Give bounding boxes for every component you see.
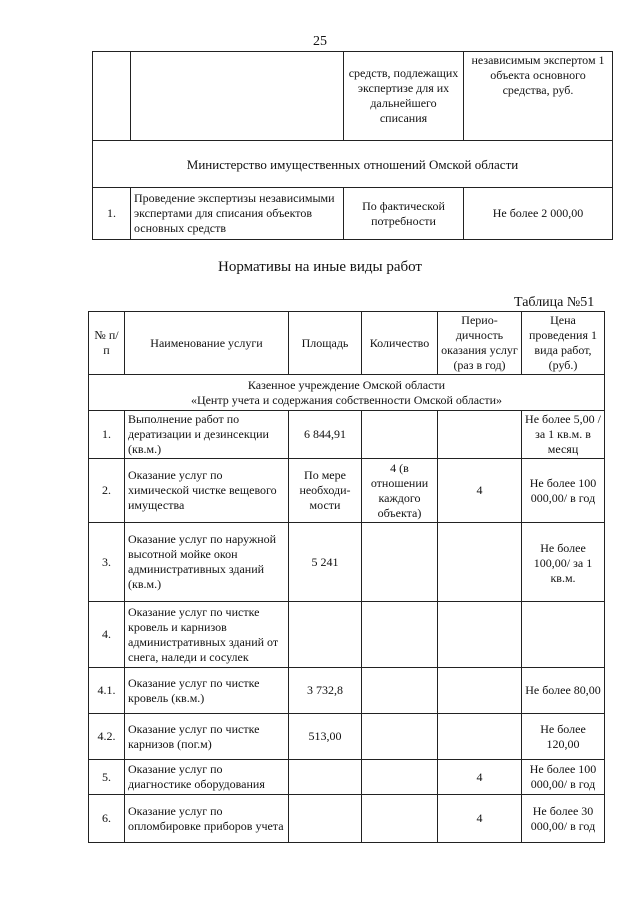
table-cell <box>93 52 131 141</box>
area-value: 6 844,91 <box>289 411 362 459</box>
area-value <box>289 602 362 668</box>
row-number: 4.2. <box>89 714 125 760</box>
header-area: Площадь <box>289 312 362 375</box>
area-value: 513,00 <box>289 714 362 760</box>
header-row <box>89 312 605 375</box>
qty-value <box>362 795 438 843</box>
row-number: 3. <box>89 523 125 602</box>
service-name: Выполнение работ по дератизации и дезинсекции (кв.м.) <box>125 411 289 459</box>
table-row <box>93 188 613 240</box>
service-name: Оказание услуг по наружной высотной мойке окон административных зданий (кв.м.) <box>125 523 289 602</box>
service-name: Оказание услуг по чистке кровель и карнизов административных зданий от снега, наледи и сосулек <box>125 602 289 668</box>
header-name: Наименование услуги <box>125 312 289 375</box>
price-value: Не более 30 000,00/ в год <box>522 795 605 843</box>
header-qty: Количество <box>362 312 438 375</box>
price-value: Не более 100,00/ за 1 кв.м. <box>522 523 605 602</box>
qty-value <box>362 668 438 714</box>
service-name: Оказание услуг по химической чистке вещевого имущества <box>125 459 289 523</box>
service-name: Оказание услуг по чистке кровель (кв.м.) <box>125 668 289 714</box>
price-value: Не более 100 000,00/ в год <box>522 760 605 795</box>
table-row <box>89 668 605 714</box>
service-name: Оказание услуг по опломбировке приборов учета <box>125 795 289 843</box>
period-value <box>438 714 522 760</box>
amount: По фактической потребности <box>344 188 464 240</box>
table-caption: Таблица №51 <box>514 295 595 310</box>
table-cell: средств, подлежащих экспертизе для их дальнейшего списания <box>344 52 464 141</box>
area-value: 5 241 <box>289 523 362 602</box>
price-value <box>522 602 605 668</box>
period-value <box>438 668 522 714</box>
area-value: 3 732,8 <box>289 668 362 714</box>
qty-value <box>362 760 438 795</box>
period-value <box>438 523 522 602</box>
table-cell <box>131 52 344 141</box>
price-value: Не более 5,00 / за 1 кв.м. в месяц <box>522 411 605 459</box>
table-row <box>89 714 605 760</box>
service-name: Оказание услуг по чистке карнизов (пог.м) <box>125 714 289 760</box>
org-cell <box>89 375 605 411</box>
main-table <box>88 311 605 843</box>
qty-value: 4 (в отношении каждого объекта) <box>362 459 438 523</box>
table-row <box>89 523 605 602</box>
qty-value <box>362 602 438 668</box>
section-row-title: Министерство имущественных отношений Омской области <box>93 141 613 188</box>
qty-value <box>362 523 438 602</box>
price-value: Не более 120,00 <box>522 714 605 760</box>
area-value: По мере необходи-мости <box>289 459 362 523</box>
period-value: 4 <box>438 459 522 523</box>
qty-value <box>362 714 438 760</box>
table-row <box>89 760 605 795</box>
service-name: Оказание услуг по диагностике оборудования <box>125 760 289 795</box>
price: Не более 2 000,00 <box>464 188 613 240</box>
price-value: Не более 100 000,00/ в год <box>522 459 605 523</box>
section-row <box>93 141 613 188</box>
service-name: Проведение экспертизы независимыми экспертами для списания объектов основных средств <box>131 188 344 240</box>
org-row <box>89 375 605 411</box>
price-value: Не более 80,00 <box>522 668 605 714</box>
table-row <box>89 459 605 523</box>
table-row <box>89 411 605 459</box>
period-value <box>438 602 522 668</box>
period-value: 4 <box>438 760 522 795</box>
row-number: 6. <box>89 795 125 843</box>
section-title: Нормативы на иные виды работ <box>218 259 422 275</box>
row-number: 2. <box>89 459 125 523</box>
header-period: Перио-дичность оказания услуг (раз в год) <box>438 312 522 375</box>
row-number: 4.1. <box>89 668 125 714</box>
period-value <box>438 411 522 459</box>
header-num: № п/п <box>89 312 125 375</box>
header-price: Цена проведения 1 вида работ, (руб.) <box>522 312 605 375</box>
row-number: 1. <box>89 411 125 459</box>
row-number: 4. <box>89 602 125 668</box>
page-number: 25 <box>313 34 327 49</box>
table-cell: независимым экспертом 1 объекта основного средства, руб. <box>464 52 613 141</box>
row-number: 1. <box>93 188 131 240</box>
area-value <box>289 760 362 795</box>
org-line-2: «Центр учета и содержания собственности Омской области» <box>190 392 503 407</box>
area-value <box>289 795 362 843</box>
table-row <box>89 602 605 668</box>
qty-value <box>362 411 438 459</box>
period-value: 4 <box>438 795 522 843</box>
org-line-1: Казенное учреждение Омской области <box>247 377 446 392</box>
table-row <box>93 52 613 141</box>
table-row <box>89 795 605 843</box>
top-table <box>92 51 613 240</box>
row-number: 5. <box>89 760 125 795</box>
